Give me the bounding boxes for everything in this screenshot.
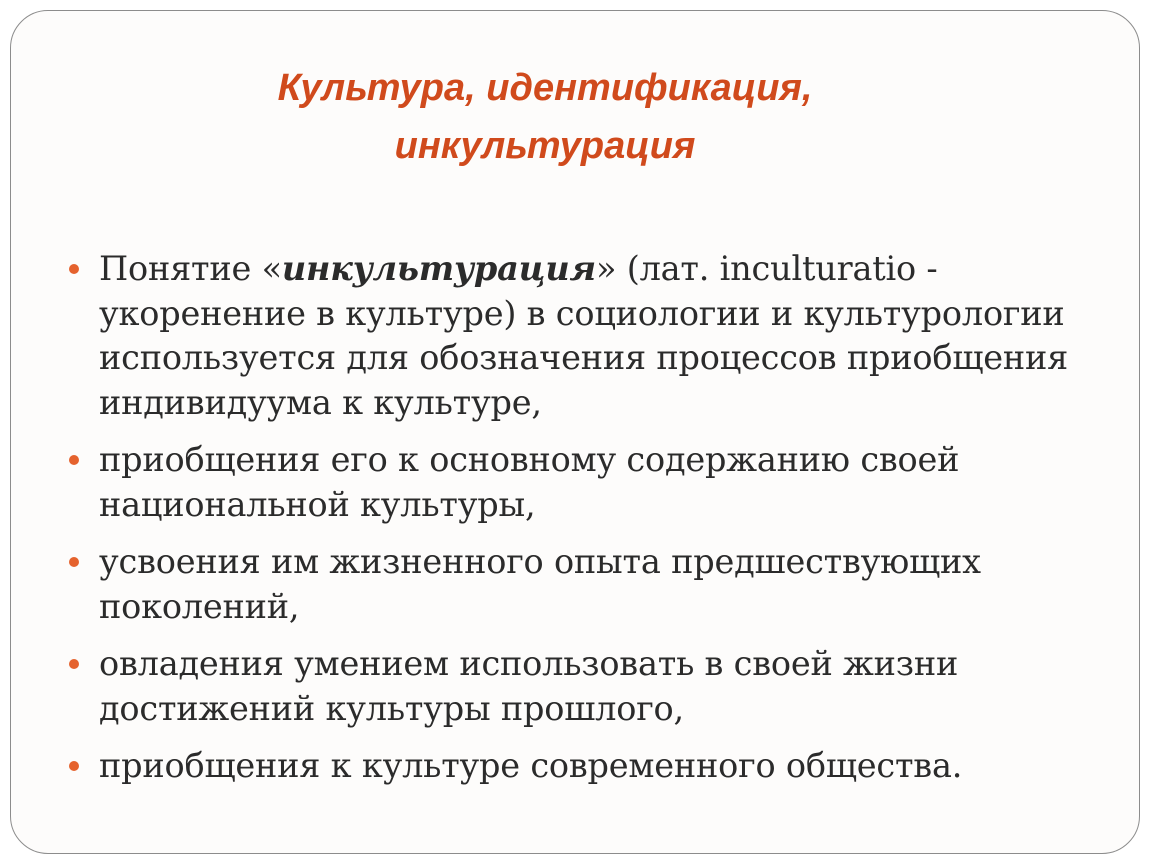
title-line-1: Культура, идентификация, <box>277 67 813 109</box>
item-text: приобщения его к основному содержанию своей национальной культуры, <box>99 440 960 524</box>
bullet-dot-icon <box>69 264 79 274</box>
item-text: приобщения к культуре современного общества. <box>99 746 963 785</box>
item-suffix: » (лат. inculturatio - укоренение в культуре) в социологии и культурологии используется для обозначения процессов приобщения индивидуума к культуре, <box>99 249 1069 422</box>
item-text: овладения умением использовать в своей жизни достижений культуры прошлого, <box>99 644 959 728</box>
list-item <box>69 540 1069 629</box>
list-item <box>69 247 1069 425</box>
bullet-dot-icon <box>69 659 79 669</box>
list-item <box>69 744 1069 789</box>
item-prefix: Понятие « <box>99 249 282 288</box>
bullet-dot-icon <box>69 761 79 771</box>
list-item <box>69 642 1069 731</box>
slide-frame <box>10 10 1140 854</box>
term-inculturation: инкультурация <box>281 249 596 288</box>
list-item <box>69 438 1069 527</box>
slide-title <box>11 59 1079 175</box>
bullet-dot-icon <box>69 557 79 567</box>
bullet-dot-icon <box>69 455 79 465</box>
bullet-list <box>69 247 1069 802</box>
item-text: усвоения им жизненного опыта предшествующих поколений, <box>99 542 981 626</box>
title-line-2: инкультурация <box>394 125 696 167</box>
